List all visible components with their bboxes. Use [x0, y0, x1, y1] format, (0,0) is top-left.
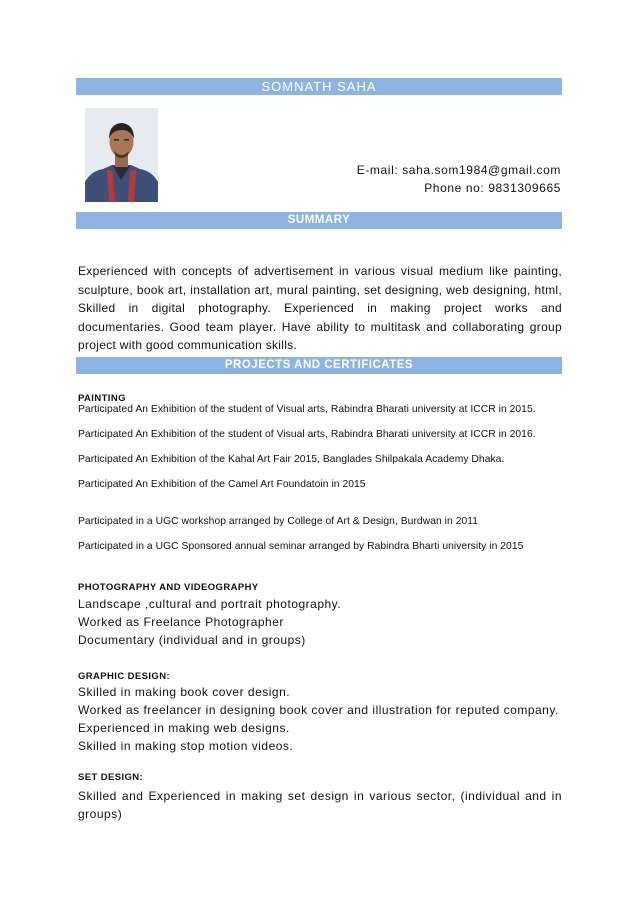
- graphic-design-item: Skilled in making book cover design.: [78, 685, 291, 699]
- painting-item: Participated in a UGC Sponsored annual seminar arranged by Rabindra Bharti university in 2015: [78, 541, 524, 552]
- photography-item: Documentary (individual and in groups): [78, 633, 306, 647]
- photography-item: Landscape ,cultural and portrait photography.: [78, 597, 342, 611]
- name-header-bar: [76, 78, 562, 95]
- person-name: SOMNATH SAHA: [261, 79, 377, 94]
- painting-item: Participated An Exhibition of the student of Visual arts, Rabindra Bharati university at ICCR in 2015.: [78, 404, 536, 415]
- painting-item: Participated An Exhibition of the Kahal Art Fair 2015, Banglades Shilpakala Academy Dhaka.: [78, 454, 505, 465]
- summary-paragraph: Experienced with concepts of advertisement in various visual medium like painting, sculpture, book art, installation art, mural painting, set designing, web designing, html, Skilled in digital photography. Experienced in making project works and documentaries. Good team player. Have ability to multitask and collaborating group project with good communication skills.: [78, 264, 562, 353]
- summary-heading: SUMMARY: [287, 214, 351, 226]
- phone-text: Phone no: 9831309665: [424, 181, 561, 195]
- painting-item: Participated An Exhibition of the Camel Art Foundatoin in 2015: [78, 479, 366, 490]
- photography-item: Worked as Freelance Photographer: [78, 615, 284, 629]
- painting-item: Participated in a UGC workshop arranged by College of Art & Design, Burdwan in 2011: [78, 516, 479, 527]
- email-text: E-mail: saha.som1984@gmail.com: [356, 163, 561, 177]
- profile-photo: [85, 108, 158, 202]
- painting-item: Participated An Exhibition of the student of Visual arts, Rabindra Bharati university at ICCR in 2016.: [78, 429, 536, 440]
- set-design-text: Skilled and Experienced in making set design in various sector, (individual and in groups): [78, 789, 562, 821]
- photography-heading: PHOTOGRAPHY AND VIDEOGRAPHY: [78, 582, 259, 593]
- summary-header-bar: [76, 212, 562, 229]
- projects-header-bar: [76, 357, 562, 374]
- graphic-design-item: Experienced in making web designs.: [78, 721, 290, 735]
- graphic-design-item: Worked as freelancer in designing book cover and illustration for reputed company.: [78, 703, 559, 717]
- graphic-design-item: Skilled in making stop motion videos.: [78, 739, 294, 753]
- portrait-image: [85, 108, 158, 202]
- graphic-design-heading: GRAPHIC DESIGN:: [78, 671, 171, 682]
- painting-heading: PAINTING: [78, 393, 126, 404]
- projects-heading: PROJECTS AND CERTIFICATES: [224, 359, 414, 371]
- set-design-heading: SET DESIGN:: [78, 772, 144, 783]
